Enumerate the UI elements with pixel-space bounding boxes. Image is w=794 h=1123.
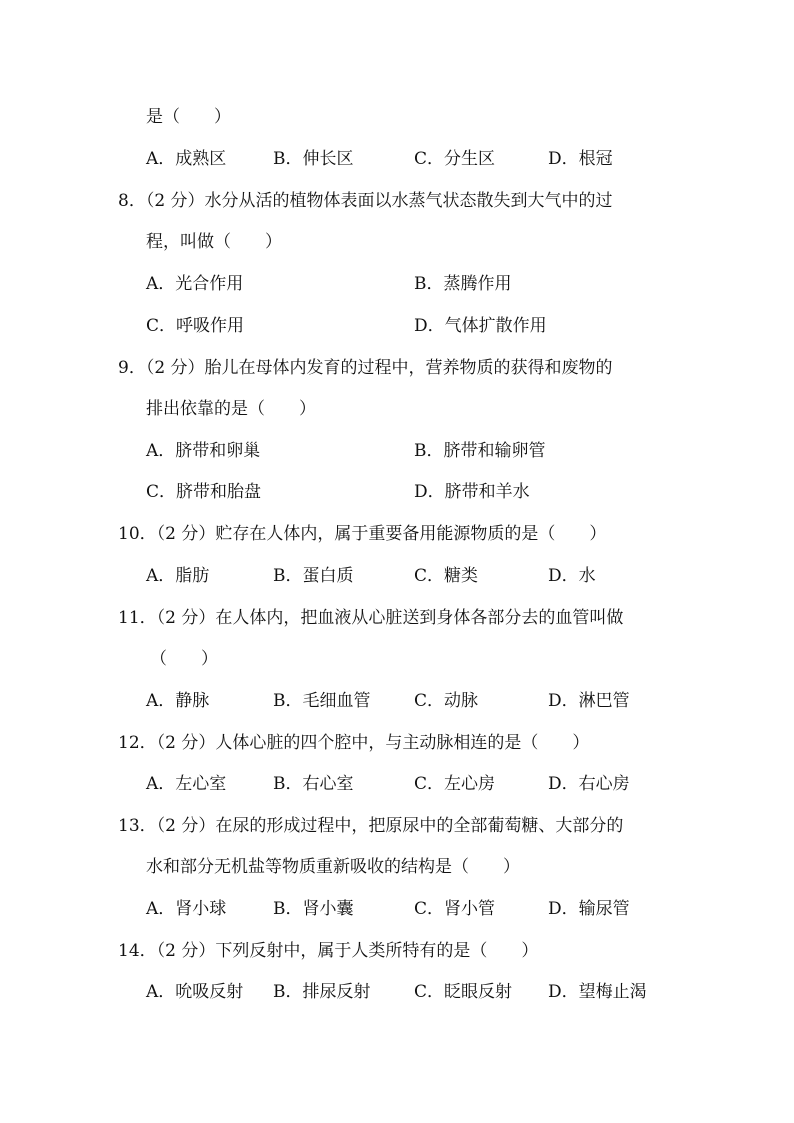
option-a: A．脐带和卵巢 [146,441,261,461]
option-a: A．光合作用 [146,274,244,294]
question-stem-line: 13．（2 分）在尿的形成过程中，把原尿中的全部葡萄糖、大部分的 [118,816,624,836]
question-stem-line: 12．（2 分）人体心脏的四个腔中，与主动脉相连的是（ ） [118,733,590,753]
question-stem-line: 水和部分无机盐等物质重新吸收的结构是（ ） [146,857,520,877]
option-c: C．糖类 [414,566,479,586]
option-d: D．根冠 [548,149,613,169]
option-d: D．脐带和羊水 [414,482,530,502]
option-c: C．脐带和胎盘 [146,482,262,502]
question-stem-line: 8．（2 分）水分从活的植物体表面以水蒸气状态散失到大气中的过 [118,191,613,211]
option-b: B．肾小囊 [273,899,354,919]
option-a: A．静脉 [146,691,210,711]
question-stem-line: 是（ ） [146,107,231,127]
question-stem-line: 排出依靠的是（ ） [146,399,316,419]
option-b: B．蛋白质 [273,566,354,586]
option-a: A．左心室 [146,774,227,794]
question-stem-line: 14．（2 分）下列反射中，属于人类所特有的是（ ） [118,941,539,961]
option-c: C．动脉 [414,691,479,711]
option-b: B．毛细血管 [273,691,371,711]
question-stem-line: 10．（2 分）贮存在人体内，属于重要备用能源物质的是（ ） [118,524,607,544]
option-d: D．气体扩散作用 [414,316,547,336]
question-stem-line: 程，叫做（ ） [146,232,282,252]
option-a: A．吮吸反射 [146,982,244,1002]
option-a: A．脂肪 [146,566,210,586]
option-b: B．伸长区 [273,149,354,169]
option-d: D．右心房 [548,774,630,794]
option-b: B．脐带和输卵管 [414,441,546,461]
option-d: D．淋巴管 [548,691,630,711]
option-b: B．蒸腾作用 [414,274,512,294]
option-a: A．肾小球 [146,899,227,919]
option-c: C．分生区 [414,149,496,169]
question-stem-line: 9．（2 分）胎儿在母体内发育的过程中，营养物质的获得和废物的 [118,358,613,378]
question-stem-line: 11．（2 分）在人体内，把血液从心脏送到身体各部分去的血管叫做 [118,608,624,628]
option-a: A．成熟区 [146,149,227,169]
option-d: D．输尿管 [548,899,630,919]
option-c: C．呼吸作用 [146,316,245,336]
option-d: D．水 [548,566,596,586]
option-c: C．左心房 [414,774,496,794]
option-c: C．眨眼反射 [414,982,513,1002]
option-b: B．右心室 [273,774,354,794]
option-d: D．望梅止渴 [548,982,647,1002]
question-stem-line: （ ） [150,649,218,669]
option-c: C．肾小管 [414,899,496,919]
option-b: B．排尿反射 [273,982,371,1002]
